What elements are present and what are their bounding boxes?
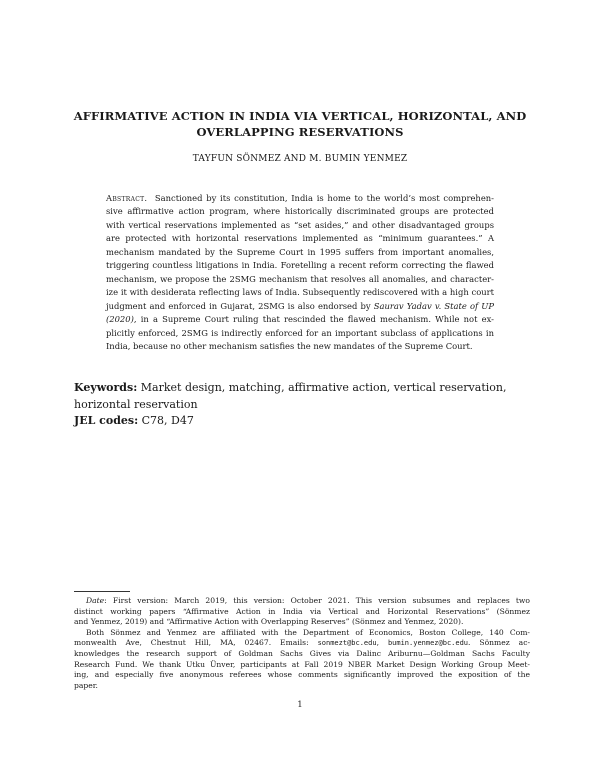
abstract-line: are protected with horizontal reservations implemented as “minimum guarantees.” A xyxy=(106,233,494,244)
email-link[interactable]: bumin.yenmez@bc.edu xyxy=(387,639,469,648)
keywords xyxy=(74,380,536,413)
abstract-line: plicitly enforced, 2SMG is indirectly enforced for an important subclass of applications in xyxy=(106,327,494,338)
footnotes xyxy=(74,596,530,691)
abstract-line: triggering countless litigations in India. Foretelling a recent reform correcting the flawed xyxy=(106,260,494,271)
abstract-line: India, because no other mechanism satisfies the new mandates of the Supreme Court. xyxy=(106,340,473,351)
keywords-label: Keywords: xyxy=(74,381,138,394)
footnote-line: distinct working papers “Affirmative Action in India via Vertical and Horizontal Reservations” (Sönmez xyxy=(74,606,530,616)
footnote-separator: , xyxy=(376,638,388,648)
jel-text: C78, D47 xyxy=(141,414,194,427)
abstract-line: judgment and enforced in Gujarat, 2SMG is also endorsed by xyxy=(106,300,371,311)
footnote-line: knowledges the research support of Goldman Sachs Gives via Dalinc Ariburnu—Goldman Sachs Faculty xyxy=(74,648,530,658)
abstract-line: sive affirmative action program, where historically discriminated groups are protected xyxy=(106,206,494,217)
footnote-line: Research Fund. We thank Utku Ünver, participants at Fall 2019 NBER Market Design Working Group Meet- xyxy=(74,659,530,669)
abstract-line: , in a Supreme Court ruling that rescinded the flawed mechanism. While not ex- xyxy=(133,314,494,325)
footnote-rule xyxy=(74,591,130,592)
case-citation: Saurav Yadav v. State of UP xyxy=(373,300,494,311)
title-line-1: AFFIRMATIVE ACTION IN INDIA VIA VERTICAL, HORIZONTAL, AND xyxy=(73,109,527,123)
email-link[interactable]: sonmezt@bc.edu xyxy=(317,639,377,648)
footnote-line: . Sönmez ac- xyxy=(468,638,531,648)
abstract-line: ize it with desiderata reflecting laws of India. Subsequently rediscovered with a high court xyxy=(106,287,494,298)
abstract-line: mechanism mandated by the Supreme Court in 1995 suffers from important anomalies, xyxy=(106,246,494,257)
jel-codes xyxy=(74,413,536,430)
footnote-line: paper. xyxy=(74,680,98,690)
abstract-label: Abstract. xyxy=(106,193,148,203)
footnote-line: ing, and especially five anonymous referees whose comments significantly improved the exposition of the xyxy=(74,670,530,680)
abstract xyxy=(106,192,494,353)
authors: TAYFUN SÖNMEZ AND M. BUMIN YENMEZ xyxy=(192,154,408,164)
abstract-line: Sanctioned by its constitution, India is home to the world’s most comprehen- xyxy=(154,193,494,203)
abstract-line: mechanism, we propose the 2SMG mechanism that resolves all anomalies, and character- xyxy=(106,273,494,284)
keywords-text: Market design, matching, affirmative action, vertical reservation, horizontal reservation xyxy=(74,381,507,411)
case-year: (2020) xyxy=(106,314,134,325)
footnote-line: monwealth Ave, Chestnut Hill, MA, 02467. Emails: xyxy=(74,638,318,648)
footnote-line: and Yenmez, 2019) and “Affirmative Action with Overlapping Reserves” (Sönmez and Yenmez, 2020). xyxy=(74,617,464,627)
abstract-line: with vertical reservations implemented as “set asides,” and other disadvantaged groups xyxy=(106,219,494,230)
title-line-2: OVERLAPPING RESERVATIONS xyxy=(196,125,404,139)
date-label: Date xyxy=(86,596,105,605)
footnote-line: : First version: March 2019, this version: October 2021. This version subsumes and replaces two xyxy=(104,596,530,605)
page-number: 1 xyxy=(297,700,303,710)
jel-label: JEL codes: xyxy=(74,414,139,427)
paper-title xyxy=(60,108,540,140)
footnote-line: Both Sönmez and Yenmez are affiliated with the Department of Economics, Boston College, 140 Com- xyxy=(86,627,530,637)
